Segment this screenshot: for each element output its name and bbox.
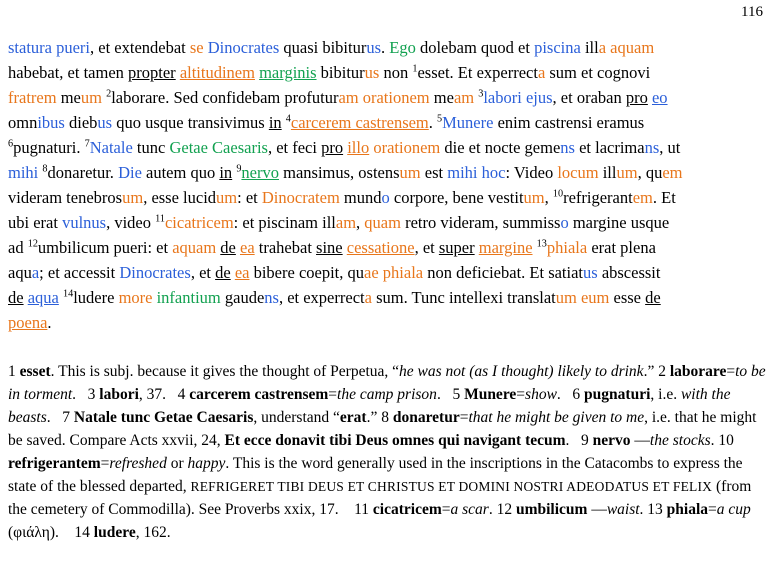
note-text: , i.e. with the beasts. (8, 386, 731, 426)
note-number: 4 (177, 386, 186, 403)
note-lemma: pugnaturi (584, 386, 651, 403)
passage-line: ubi erat vulnus, video $^{11}$cicatricem: et piscinam illam, quam retro videram, summisso margine usque (8, 213, 670, 232)
page-number: 116 (741, 4, 763, 20)
passage-line: omnibus diebus quo usque transivimus in $^4$carcerem castrensem. $^5$Munere enim castrensi eramus (8, 113, 645, 132)
passage-line: mihi $^8$donaretur. Die autem quo in $^9$nervo mansimus, ostensum est mihi hoc: Video locum illum, quem (8, 163, 683, 182)
note-lemma: umbilicum (515, 501, 588, 518)
passage-line: fratrem meum $^2$laborare. Sed confidebam profuturam orationem meam $^3$labori ejus, et oraban pro eo (8, 88, 668, 107)
commentary-notes (8, 360, 768, 544)
note-text: =a scar. (441, 501, 493, 518)
passage-line: videram tenebrosum, esse lucidum: et Dinocratem mundo corpore, bene vestitum, $^{10}$refrigerantem. Et (8, 188, 676, 207)
note-number: 3 (87, 386, 96, 403)
note-number: 13 (647, 501, 663, 518)
note-lemma: Natale tunc Getae Caesaris (73, 409, 254, 426)
note-text: =refreshed or happy. This is the word generally used in the inscriptions in the Catacombs to express the state of the blessed departed, REFRIGERET TIBI DEUS ET CHRISTUS ET DOMINI NOSTRI ADEODATUS ET FELIX (from the cemetery of Commodilla). See Proverbs xxix, 17. (8, 455, 752, 518)
note-text: . This is subj. because it gives the thought of Perpetua, “he was not (as I thought) likely to drink.” (50, 363, 655, 380)
passage-line: $^6$pugnaturi. $^7$Natale tunc Getae Caesaris, et feci pro illo orationem die et nocte gemens et lacrimans, ut (8, 138, 681, 157)
note-lemma: labori (99, 386, 139, 403)
note-text: =a cup (φιάλη). (8, 501, 751, 541)
note-lemma: Munere (464, 386, 517, 403)
note-number: 11 (354, 501, 370, 518)
note-text: =to be in torment. (8, 363, 766, 403)
note-lemma: nervo (592, 432, 631, 449)
note-number: 6 (572, 386, 581, 403)
passage-line: aqua; et accessit Dinocrates, et de ea bibere coepit, quae phiala non deficiebat. Et satiatus abscessit (8, 263, 661, 282)
passage-line: statura pueri, et extendebat se Dinocrates quasi bibiturus. Ego dolebam quod et piscina illa aquam (8, 38, 655, 57)
note-lemma: refrigerantem (8, 455, 101, 472)
note-number: 9 (581, 432, 589, 449)
note-text: =that he might be given to me, i.e. that he might be saved. Compare Acts xxvii, 24, Et ecce donavit tibi Deus omnes qui navigant tecum. (8, 409, 757, 449)
passage-line: ad $^{12}$umbilicum pueri: et aquam de ea trahebat sine cessatione, et super margine $^{13}$phiala erat plena (8, 238, 656, 257)
passage-line: poena. (8, 313, 52, 332)
note-number: 1 (8, 363, 16, 380)
note-text: —the stocks. (630, 432, 715, 449)
note-text: , understand “erat.” (253, 409, 378, 426)
note-text: =the camp prison. (328, 386, 441, 403)
note-lemma: carcerem castrensem (189, 386, 329, 403)
note-lemma: ludere (93, 524, 136, 541)
note-number: 7 (62, 409, 70, 426)
note-lemma: laborare (669, 363, 727, 380)
note-text: =show. (516, 386, 561, 403)
note-number: 12 (496, 501, 513, 518)
latin-passage (8, 35, 764, 335)
note-text: , 162. (135, 524, 171, 541)
passage-line: habebat, et tamen propter altitudinem marginis bibiturus non $^1$esset. Et experrecta sum et cognovi (8, 63, 651, 82)
note-lemma: phiala (666, 501, 709, 518)
note-lemma: esset (19, 363, 51, 380)
note-lemma: cicatricem (372, 501, 442, 518)
note-lemma: donaretur (392, 409, 460, 426)
note-number: 2 (658, 363, 666, 380)
note-text: —waist. (587, 501, 644, 518)
passage-line: de aqua $^{14}$ludere more infantium gaudens, et experrecta sum. Tunc intellexi translatum eum esse de (8, 288, 661, 307)
note-number: 5 (452, 386, 461, 403)
note-text: , 37. (138, 386, 167, 403)
note-number: 8 (381, 409, 389, 426)
note-number: 10 (718, 432, 734, 449)
catacomb-inscription: REFRIGERET TIBI DEUS ET CHRISTUS ET DOMINI NOSTRI ADEODATUS ET FELIX (190, 479, 713, 494)
note-number: 14 (74, 524, 90, 541)
